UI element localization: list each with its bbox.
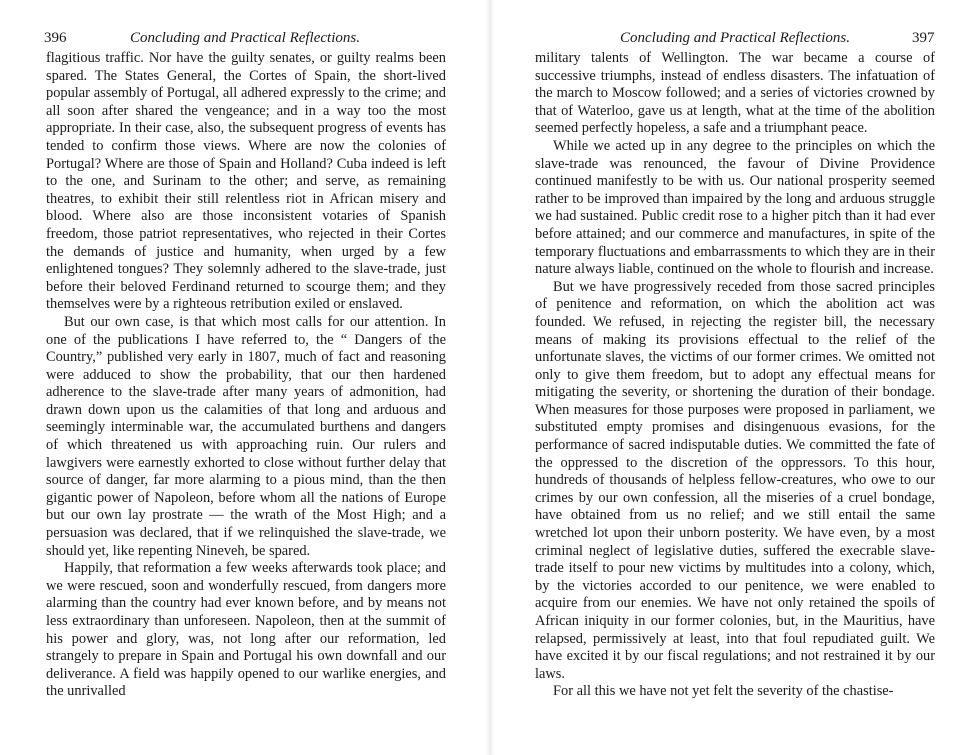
paragraph: But our own case, is that which most calls for our attention. In one of the publications I have referred to, the “ Dangers of the Country,” published very early in 1807, much of fact and reasoning were adduced to show the probability, that our then hardened adherence to the slave-trade after many years of admonition, had drawn down upon us the calamities of that long and arduous and seemingly interminable war, the accumulated burthens and dangers of which threatened us with approaching ruin. Our rulers and lawgivers were earnestly exhorted to close without further delay that source of danger, far more alarming to a pious mind, than the then gigantic power of Napoleon, before whom all the nations of Europe but our own lay prostrate — the wrath of the Most High; and a persuasion was declared, that if we relinquished the slave-trade, we should yet, like repenting Nineveh, be spared. <box>46 313 446 559</box>
right-page <box>490 0 980 755</box>
running-head: Concluding and Practical Reflections. <box>130 30 360 46</box>
running-head: Concluding and Practical Reflections. <box>620 30 850 46</box>
paragraph: Happily, that reformation a few weeks afterwards took place; and we were rescued, soon and wonderfully rescued, from dangers more alarming than the country had ever known before, and by means not less extraordinary than unforeseen. Napoleon, then at the summit of his power and glory, was, not long after our reformation, led strangely to prepare in Spain and Portugal his own downfall and our deliverance. A field was happily opened to our warlike energies, and the unrivalled <box>46 560 446 700</box>
body-text <box>535 50 935 701</box>
paragraph: While we acted up in any degree to the principles on which the slave-trade was renounced, the favour of Divine Providence continued manifestly to be with us. Our national prosperity seemed rather to be improved than impaired by the long and arduous struggle we had sustained. Public credit rose to a higher pitch than it had ever before attained; and our commerce and manufactures, in spite of the temporary fluctuations and embarrassments to which they are in their nature always liable, continued on the whole to flourish and increase. <box>535 137 935 278</box>
paragraph: military talents of Wellington. The war became a course of successive triumphs, instead of endless disasters. The infatuation of the march to Moscow followed; and a series of victories crowned by that of Waterloo, gave us at length, what at the time of the abolition seemed perfectly hopeless, a safe and a triumphant peace. <box>535 50 935 137</box>
body-text <box>46 50 446 701</box>
paragraph: flagitious traffic. Nor have the guilty senates, or guilty realms been spared. The States General, the Cortes of Spain, the short-lived popular assembly of Portugal, all adhered expressly to the crime; and all soon after shared the vengeance; and in a way too the most appropriate. In their case, also, the subsequent progress of events has tended to confirm those views. Where are now the colonies of Portugal? Where are those of Spain and Holland? Cuba indeed is left to the one, and Surinam to the other; and serve, as remaining theatres, to exhibit their still relentless riot in African misery and blood. Where also are those inconsistent votaries of Spanish freedom, those patriot representatives, who rejected in their Cortes the demands of justice and humanity, when urged by a few enlightened tongues? They solemnly adhered to the slave-trade, just before their beloved Ferdinand returned to scourge them; and they themselves were by a righteous retribution exiled or enslaved. <box>46 50 446 313</box>
paragraph: But we have progressively receded from those sacred principles of penitence and reformation, on which the abolition act was founded. We refused, in rejecting the register bill, the necessary means of making its provisions effectual to the relief of the unfortunate slaves, the victims of our former crimes. We omitted not only to give them freedom, but to adopt any effectual means for mitigating the severity, or shortening the duration of their bondage. When measures for those purposes were proposed in parliament, we substituted empty promises and disingenuous evasions, for the performance of sacred indisputable duties. We committed the fate of the oppressed to the discretion of the oppressors. To this hour, hundreds of thousands of helpless fellow-creatures, who owe to our crimes by our own confession, all the miseries of a cruel bondage, have obtained from us no relief; and we still entail the same wretched lot upon their unborn posterity. We have even, by a most criminal neglect of legislative duties, suffered the execrable slave-trade itself to pour new victims by multitudes into a colony, which, by the victories accorded to our penitence, we were enabled to acquire from our enemies. We have not only retained the spoils of African iniquity in our former colonies, but, in the Mauritius, have relapsed, permissively at least, into that foul repudiated guilt. We have excited it by our fiscal regulations; and not restrained it by our laws. <box>535 278 935 682</box>
paragraph: For all this we have not yet felt the severity of the chastise- <box>553 683 894 700</box>
page-number: 397 <box>912 30 935 46</box>
page-number: 396 <box>44 30 67 46</box>
